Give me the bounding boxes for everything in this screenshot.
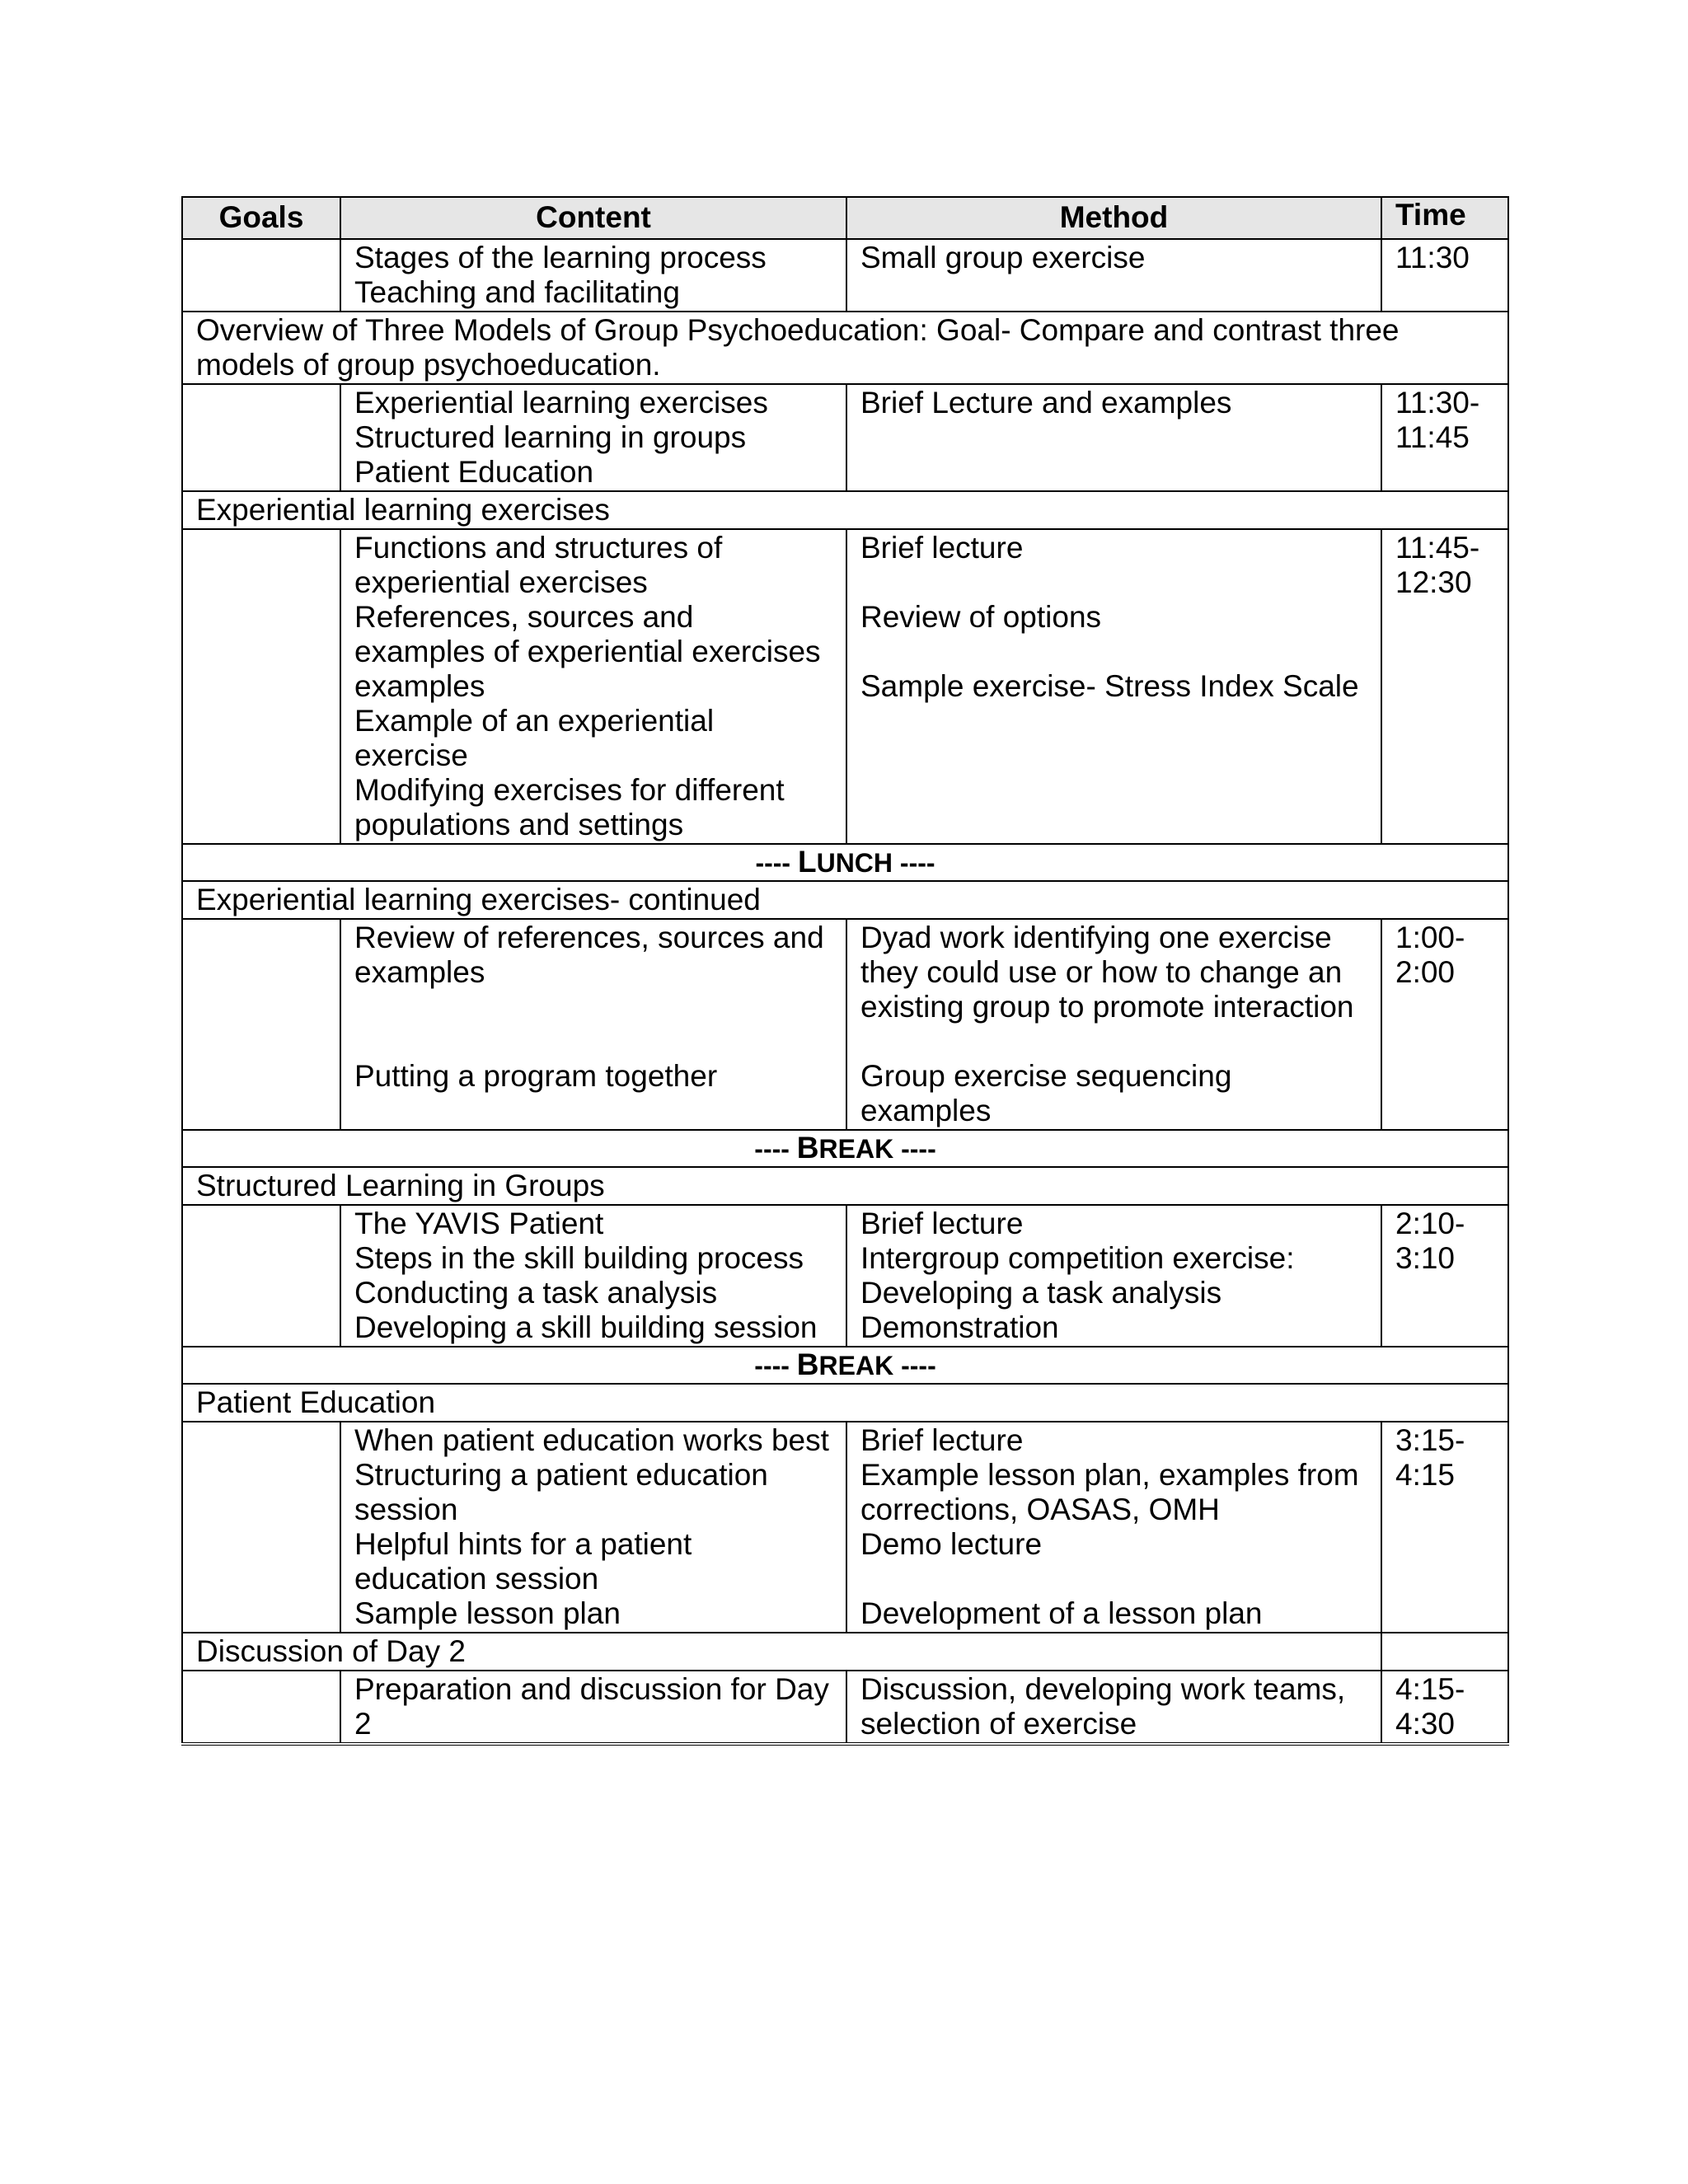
spacer bbox=[860, 565, 1367, 600]
method-line: Brief lecture bbox=[860, 1423, 1024, 1457]
content-line: Preparation and discussion for Day bbox=[354, 1672, 829, 1706]
table-row bbox=[182, 529, 1508, 844]
method-line: selection of exercise bbox=[860, 1707, 1137, 1741]
content-line: education session bbox=[354, 1562, 599, 1596]
section-row bbox=[182, 312, 1508, 384]
section-row bbox=[182, 491, 1508, 529]
section-row bbox=[182, 1384, 1508, 1422]
content-line: Developing a skill building session bbox=[354, 1310, 818, 1344]
method-cell bbox=[846, 239, 1381, 312]
time-line: 12:30 bbox=[1395, 565, 1472, 599]
divider-label: REAK bbox=[818, 1134, 894, 1164]
method-line: Brief lecture bbox=[860, 1207, 1024, 1240]
content-cell bbox=[340, 919, 846, 1130]
time-line: 3:15- bbox=[1395, 1423, 1465, 1457]
content-line: 2 bbox=[354, 1707, 372, 1741]
content-line: exercise bbox=[354, 738, 468, 772]
lunch-divider bbox=[182, 844, 1508, 881]
table-row bbox=[182, 1205, 1508, 1347]
content-line: Structured learning in groups bbox=[354, 420, 747, 454]
section-heading: Experiential learning exercises bbox=[182, 491, 1508, 529]
divider-label: REAK bbox=[818, 1351, 894, 1380]
table-row bbox=[182, 1422, 1508, 1633]
goals-cell bbox=[182, 384, 340, 491]
content-header: Content bbox=[340, 197, 846, 239]
section-heading: Discussion of Day 2 bbox=[182, 1633, 1381, 1671]
divider-dashes: ---- bbox=[754, 1351, 797, 1380]
section-row bbox=[182, 881, 1508, 919]
goals-cell bbox=[182, 1205, 340, 1347]
time-line: 11:45 bbox=[1395, 420, 1470, 454]
divider-dashes: ---- bbox=[755, 848, 798, 878]
content-line: References, sources and bbox=[354, 600, 694, 634]
divider-row bbox=[182, 1130, 1508, 1167]
method-cell bbox=[846, 1671, 1381, 1744]
time-header: Time bbox=[1381, 197, 1508, 239]
content-line: Teaching and facilitating bbox=[354, 275, 680, 309]
time-cell bbox=[1381, 1422, 1508, 1633]
method-line: examples bbox=[860, 1094, 992, 1127]
divider-dashes: ---- bbox=[893, 1134, 936, 1164]
method-line: Review of options bbox=[860, 600, 1102, 634]
divider-label: UNCH bbox=[816, 848, 893, 878]
content-line: Putting a program together bbox=[354, 1059, 718, 1093]
method-cell bbox=[846, 1205, 1381, 1347]
goals-cell bbox=[182, 1422, 340, 1633]
section-heading: Patient Education bbox=[182, 1384, 1508, 1422]
time-cell bbox=[1381, 239, 1508, 312]
time-cell bbox=[1381, 384, 1508, 491]
method-line: Discussion, developing work teams, bbox=[860, 1672, 1346, 1706]
time-line: 11:30- bbox=[1395, 386, 1480, 419]
method-line: Sample exercise- Stress Index Scale bbox=[860, 669, 1359, 703]
method-line: Demo lecture bbox=[860, 1527, 1043, 1561]
time-line: 4:15- bbox=[1395, 1672, 1465, 1706]
section-heading: Experiential learning exercises- continued bbox=[182, 881, 1508, 919]
method-line: Demonstration bbox=[860, 1310, 1059, 1344]
method-line: existing group to promote interaction bbox=[860, 990, 1354, 1024]
method-header: Method bbox=[846, 197, 1381, 239]
spacer bbox=[860, 1562, 1367, 1596]
content-line: Conducting a task analysis bbox=[354, 1276, 718, 1310]
content-cell bbox=[340, 1671, 846, 1744]
method-line: Developing a task analysis bbox=[860, 1276, 1222, 1310]
method-line: Brief Lecture and examples bbox=[860, 386, 1232, 419]
content-cell bbox=[340, 1205, 846, 1347]
content-line: Example of an experiential bbox=[354, 704, 715, 738]
goals-cell bbox=[182, 919, 340, 1130]
method-line: Intergroup competition exercise: bbox=[860, 1241, 1295, 1275]
time-cell bbox=[1381, 919, 1508, 1130]
header-row bbox=[182, 197, 1508, 239]
section-row bbox=[182, 1633, 1508, 1671]
section-heading: Structured Learning in Groups bbox=[182, 1167, 1508, 1205]
time-line: 4:30 bbox=[1395, 1707, 1456, 1741]
spacer bbox=[860, 635, 1367, 669]
time-cell bbox=[1381, 1205, 1508, 1347]
content-cell bbox=[340, 1422, 846, 1633]
time-line: 1:00- bbox=[1395, 921, 1465, 954]
content-line: session bbox=[354, 1493, 458, 1526]
content-line: Functions and structures of bbox=[354, 531, 723, 565]
divider-dashes: ---- bbox=[893, 848, 935, 878]
content-cell bbox=[340, 239, 846, 312]
method-cell bbox=[846, 529, 1381, 844]
goals-cell bbox=[182, 529, 340, 844]
method-cell bbox=[846, 384, 1381, 491]
method-line: Development of a lesson plan bbox=[860, 1596, 1263, 1630]
method-line: Example lesson plan, examples from bbox=[860, 1458, 1359, 1492]
content-line: experiential exercises bbox=[354, 565, 648, 599]
content-line: examples bbox=[354, 955, 485, 989]
method-line: Dyad work identifying one exercise bbox=[860, 921, 1332, 954]
content-cell bbox=[340, 529, 846, 844]
time-line: 4:15 bbox=[1395, 1458, 1456, 1492]
content-line: When patient education works best bbox=[354, 1423, 829, 1457]
content-line: The YAVIS Patient bbox=[354, 1207, 604, 1240]
break-divider bbox=[182, 1347, 1508, 1384]
table-row bbox=[182, 919, 1508, 1130]
divider-row bbox=[182, 844, 1508, 881]
spacer bbox=[354, 990, 832, 1024]
table-row bbox=[182, 384, 1508, 491]
content-line: Sample lesson plan bbox=[354, 1596, 621, 1630]
time-line: 2:00 bbox=[1395, 955, 1456, 989]
method-cell bbox=[846, 919, 1381, 1130]
goals-header: Goals bbox=[182, 197, 340, 239]
section-line: models of group psychoeducation. bbox=[196, 348, 661, 382]
method-line: Group exercise sequencing bbox=[860, 1059, 1232, 1093]
divider-initial: B bbox=[796, 1131, 819, 1165]
divider-row bbox=[182, 1347, 1508, 1384]
time-cell bbox=[1381, 1671, 1508, 1744]
time-line: 11:30 bbox=[1395, 241, 1470, 274]
goals-cell bbox=[182, 239, 340, 312]
table-row bbox=[182, 1671, 1508, 1744]
time-cell bbox=[1381, 529, 1508, 844]
content-line: populations and settings bbox=[354, 808, 684, 841]
method-line: they could use or how to change an bbox=[860, 955, 1343, 989]
section-row bbox=[182, 1167, 1508, 1205]
content-line: Review of references, sources and bbox=[354, 921, 824, 954]
content-line: Stages of the learning process bbox=[354, 241, 767, 274]
spacer bbox=[860, 1024, 1367, 1059]
content-line: Steps in the skill building process bbox=[354, 1241, 804, 1275]
content-line: Patient Education bbox=[354, 455, 594, 489]
divider-dashes: ---- bbox=[754, 1134, 797, 1164]
time-line: 3:10 bbox=[1395, 1241, 1456, 1275]
content-line: Structuring a patient education bbox=[354, 1458, 768, 1492]
method-line: Brief lecture bbox=[860, 531, 1024, 565]
divider-initial: L bbox=[797, 845, 817, 879]
method-line: Small group exercise bbox=[860, 241, 1146, 274]
content-line: examples of experiential exercises bbox=[354, 635, 821, 668]
divider-dashes: ---- bbox=[893, 1351, 936, 1380]
time-cell bbox=[1381, 1633, 1508, 1671]
method-line: corrections, OASAS, OMH bbox=[860, 1493, 1220, 1526]
break-divider bbox=[182, 1130, 1508, 1167]
content-line: Modifying exercises for different bbox=[354, 773, 785, 807]
content-line: examples bbox=[354, 669, 485, 703]
section-line: Overview of Three Models of Group Psychoeducation: Goal- Compare and contrast three bbox=[196, 313, 1400, 347]
time-line: 2:10- bbox=[1395, 1207, 1465, 1240]
method-cell bbox=[846, 1422, 1381, 1633]
goals-cell bbox=[182, 1671, 340, 1744]
spacer bbox=[354, 1024, 832, 1059]
content-line: Helpful hints for a patient bbox=[354, 1527, 692, 1561]
content-line: Experiential learning exercises bbox=[354, 386, 768, 419]
table-row bbox=[182, 239, 1508, 312]
schedule-table bbox=[181, 196, 1509, 1746]
section-heading bbox=[182, 312, 1508, 384]
time-line: 11:45- bbox=[1395, 531, 1480, 565]
content-cell bbox=[340, 384, 846, 491]
divider-initial: B bbox=[796, 1347, 819, 1381]
